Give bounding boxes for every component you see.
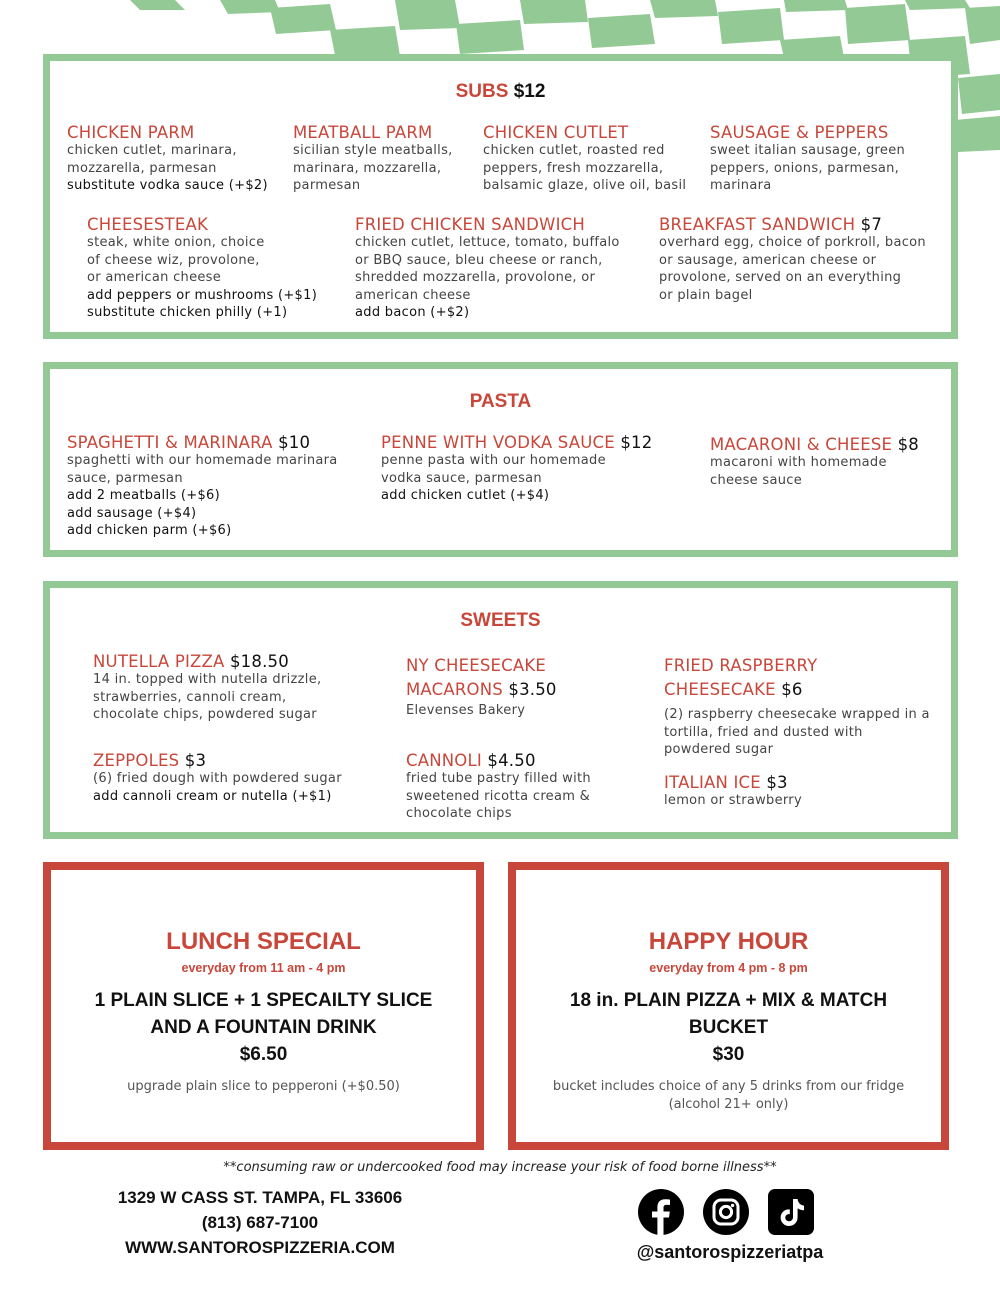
item-name: CANNOLI: [406, 751, 482, 770]
item-name: ITALIAN ICE: [664, 773, 761, 792]
item-desc: lemon or strawberry: [664, 793, 802, 808]
item-price: $3: [184, 751, 207, 770]
menu-item: [67, 123, 268, 195]
item-desc: chicken cutlet, marinara,: [67, 143, 237, 158]
item-name-row: [664, 678, 930, 702]
note-line: bucket includes choice of any 5 drinks from our fridge: [552, 1079, 905, 1094]
item-desc: provolone, served on an everything: [659, 270, 902, 285]
lunch-special-title: LUNCH SPECIAL: [166, 928, 361, 955]
facebook-icon[interactable]: [638, 1189, 684, 1235]
address: 1329 W CASS ST. TAMPA, FL 33606: [117, 1188, 403, 1207]
website-link[interactable]: WWW.SANTOROSPIZZERIA.COM: [125, 1238, 395, 1257]
item-desc: spaghetti with our homemade marinara: [67, 453, 338, 468]
happy-hour-offer: [516, 987, 941, 1068]
sweets-title: SWEETS: [460, 610, 541, 631]
item-desc: peppers, fresh mozzarella,: [483, 160, 664, 176]
subs-price: $12: [513, 81, 546, 102]
item-price: $8: [897, 435, 919, 454]
tiktok-icon[interactable]: [768, 1189, 814, 1235]
item-desc: or sausage, american cheese or: [659, 252, 877, 268]
item-add: substitute vodka sauce (+$2): [67, 178, 268, 193]
lunch-special-price: $6.50: [239, 1044, 288, 1065]
item-name: SPAGHETTI & MARINARA: [67, 433, 273, 452]
menu-item: [710, 435, 919, 489]
phone-number[interactable]: (813) 687-7100: [201, 1213, 319, 1232]
item-price: $10: [278, 433, 311, 452]
item-desc: steak, white onion, choice: [87, 235, 265, 250]
item-desc: or BBQ sauce, bleu cheese or ranch,: [355, 252, 603, 268]
item-desc: powdered sugar: [664, 742, 774, 757]
item-desc: 14 in. topped with nutella drizzle,: [93, 672, 322, 687]
item-name: FRIED CHICKEN SANDWICH: [355, 215, 585, 234]
item-desc: overhard egg, choice of porkroll, bacon: [659, 235, 926, 250]
item-desc: marinara: [710, 178, 772, 193]
menu-item: [293, 123, 453, 195]
item-desc: sicilian style meatballs,: [293, 143, 453, 158]
item-desc: macaroni with homemade: [710, 455, 887, 470]
item-price: $4.50: [487, 751, 536, 770]
item-desc: or plain bagel: [659, 287, 753, 303]
offer-line: 18 in. PLAIN PIZZA + MIX & MATCH: [569, 990, 888, 1011]
item-add: add bacon (+$2): [355, 305, 470, 320]
item-add: add chicken parm (+$6): [67, 523, 232, 538]
item-name: SAUSAGE & PEPPERS: [710, 123, 889, 142]
item-desc: cheese sauce: [710, 472, 803, 488]
menu-item: [664, 773, 802, 810]
menu-item: [355, 215, 620, 322]
item-name-row: [93, 751, 342, 770]
happy-hour-price: $30: [712, 1044, 745, 1065]
menu-item: [406, 654, 557, 720]
item-desc: balsamic glaze, olive oil, basil: [483, 178, 687, 193]
food-disclaimer: **consuming raw or undercooked food may increase your risk of food borne illness**: [223, 1160, 777, 1175]
item-price: $7: [860, 215, 883, 234]
item-desc: marinara, mozzarella,: [293, 160, 442, 176]
item-desc: peppers, onions, parmesan,: [710, 160, 900, 176]
item-name-row: [381, 433, 652, 452]
item-desc: shredded mozzarella, provolone, or: [355, 270, 596, 285]
item-desc: chicken cutlet, lettuce, tomato, buffalo: [355, 235, 620, 250]
item-name: CHEESECAKE: [664, 680, 776, 699]
item-desc: chocolate chips: [406, 806, 512, 821]
item-desc: chicken cutlet, roasted red: [483, 143, 665, 158]
item-desc: or american cheese: [87, 270, 222, 285]
item-name: BREAKFAST SANDWICH: [659, 215, 856, 234]
note-line: (alcohol 21+ only): [668, 1097, 789, 1112]
item-desc: mozzarella, parmesan: [67, 160, 217, 176]
item-name: CHICKEN PARM: [67, 123, 195, 142]
item-desc: sauce, parmesan: [67, 470, 183, 486]
item-name: CHEESESTEAK: [87, 215, 208, 234]
item-desc: of cheese wiz, provolone,: [87, 252, 260, 268]
item-desc: Elevenses Bakery: [406, 703, 526, 718]
lunch-special-note: upgrade plain slice to pepperoni (+$0.50): [127, 1079, 400, 1094]
item-desc: penne pasta with our homemade: [381, 453, 606, 468]
subs-title: [50, 81, 951, 103]
menu-item: [406, 751, 591, 823]
item-add: substitute chicken philly (+1): [87, 305, 288, 320]
sweets-section: [43, 581, 958, 839]
subs-section: [43, 54, 958, 339]
item-name: NY CHEESECAKE: [406, 656, 546, 675]
happy-hour-box: [508, 862, 949, 1150]
item-name-row: [93, 652, 321, 671]
item-add: add peppers or mushrooms (+$1): [87, 287, 318, 303]
item-desc: parmesan: [293, 178, 361, 193]
item-desc: sweet italian sausage, green: [710, 143, 906, 158]
item-name: ZEPPOLES: [93, 751, 180, 770]
offer-line: BUCKET: [688, 1017, 769, 1038]
item-desc: tortilla, fried and dusted with: [664, 724, 863, 740]
lunch-special-hours: everyday from 11 am - 4 pm: [181, 961, 346, 975]
item-name: NUTELLA PIZZA: [93, 652, 225, 671]
menu-item: [87, 215, 317, 322]
item-price: $3.50: [508, 680, 557, 699]
item-name-row: [710, 435, 919, 454]
item-name-row: [664, 773, 802, 792]
item-desc: (2) raspberry cheesecake wrapped in a: [664, 707, 930, 722]
menu-item: [659, 215, 926, 304]
lunch-special-box: [43, 862, 484, 1150]
menu-item: [93, 652, 321, 724]
item-desc: strawberries, cannoli cream,: [93, 689, 287, 705]
menu-item: [710, 123, 905, 195]
menu-item: [93, 751, 342, 805]
happy-hour-note: [516, 1078, 941, 1114]
item-desc: sweetened ricotta cream &: [406, 788, 591, 804]
item-desc: chocolate chips, powdered sugar: [93, 707, 317, 722]
item-add: add 2 meatballs (+$6): [67, 488, 220, 503]
item-name: MACARONI & CHEESE: [710, 435, 893, 454]
social-handle[interactable]: @santorospizzeriatpa: [636, 1242, 824, 1262]
item-add: add chicken cutlet (+$4): [381, 488, 550, 503]
item-add: add cannoli cream or nutella (+$1): [93, 788, 332, 804]
item-name-row: [406, 751, 591, 770]
item-price: $18.50: [229, 652, 289, 671]
item-name: MACARONS: [406, 680, 503, 699]
item-price: $12: [620, 433, 653, 452]
instagram-icon[interactable]: [703, 1189, 749, 1235]
subs-title-text: SUBS: [455, 81, 509, 102]
menu-item: [483, 123, 686, 195]
item-name-row: [406, 678, 557, 702]
offer-line: 1 PLAIN SLICE + 1 SPECAILTY SLICE: [94, 990, 433, 1011]
item-name: CHICKEN CUTLET: [483, 123, 629, 142]
item-desc: vodka sauce, parmesan: [381, 470, 542, 486]
happy-hour-hours: everyday from 4 pm - 8 pm: [649, 961, 808, 975]
offer-line: AND A FOUNTAIN DRINK: [150, 1017, 377, 1038]
item-name-row: [659, 215, 926, 234]
item-desc: (6) fried dough with powdered sugar: [93, 771, 342, 786]
menu-item: [381, 433, 652, 505]
item-name: FRIED RASPBERRY: [664, 656, 818, 675]
happy-hour-title: HAPPY HOUR: [648, 928, 809, 955]
lunch-special-offer: [51, 987, 476, 1068]
pasta-title: PASTA: [469, 391, 532, 412]
menu-item: [67, 433, 338, 540]
item-name-row: [67, 433, 338, 452]
menu-item: [664, 654, 930, 759]
item-price: $3: [766, 773, 788, 792]
item-desc: fried tube pastry filled with: [406, 771, 591, 786]
item-name: MEATBALL PARM: [293, 123, 433, 142]
item-price: $6: [781, 680, 803, 699]
item-desc: american cheese: [355, 287, 471, 303]
pasta-section: [43, 362, 958, 557]
item-name: PENNE WITH VODKA SAUCE: [381, 433, 615, 452]
item-add: add sausage (+$4): [67, 505, 197, 521]
